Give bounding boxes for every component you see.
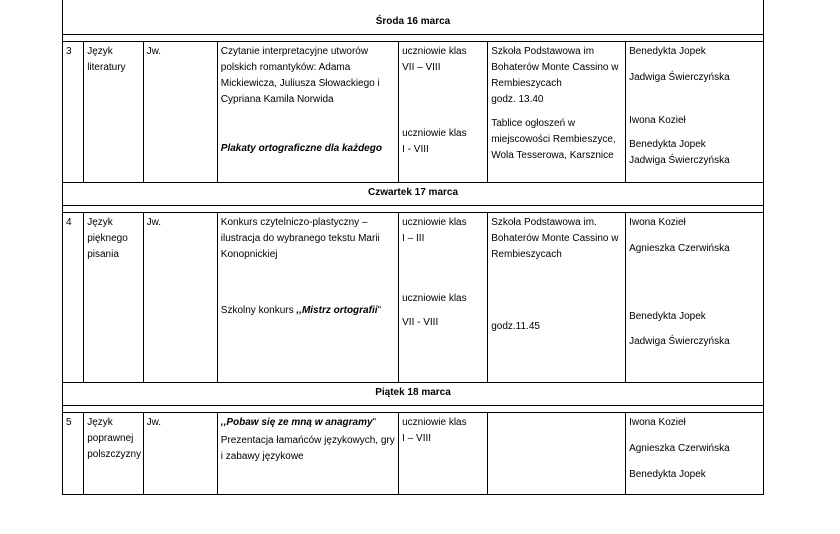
- place-cell: [488, 213, 626, 383]
- place-text: Szkoła Podstawowa im. Bohaterów Monte Cassino w Rembieszycach: [491, 217, 619, 260]
- who-cell: Jw.: [143, 413, 217, 495]
- table-row: [63, 42, 764, 183]
- teacher-cell: [626, 213, 764, 383]
- table-row: [63, 413, 764, 495]
- class-cell: [399, 42, 488, 183]
- row-number: 5: [63, 413, 84, 495]
- teacher-name: Agnieszka Czerwińska: [629, 243, 730, 254]
- class-text: uczniowie klas: [402, 46, 467, 57]
- day-heading-row: [63, 383, 764, 406]
- class-cell: [399, 213, 488, 383]
- day-heading-row: [63, 183, 764, 206]
- activity-cell: [217, 413, 398, 495]
- place-text: Szkoła Podstawowa im Bohaterów Monte Cassino w Rembieszycach: [491, 46, 619, 89]
- activity-text: Szkolny konkurs ,,Mistrz ortografii": [220, 305, 382, 316]
- day-heading-row: [63, 0, 764, 35]
- activity-cell: [217, 213, 398, 383]
- who-cell: Jw.: [143, 213, 217, 383]
- teacher-cell: [626, 413, 764, 495]
- teacher-name: Jadwiga Świerczyńska: [629, 336, 730, 347]
- teacher-name: Iwona Kozieł: [629, 217, 686, 228]
- schedule-table: [62, 0, 764, 495]
- class-text: I – III: [402, 233, 425, 244]
- place-text: Tablice ogłoszeń w miejscowości Rembieszyce, Wola Tesserowa, Karsznice: [491, 118, 616, 161]
- class-text: I – VIII: [402, 433, 432, 444]
- class-text: uczniowie klas: [402, 217, 467, 228]
- activity-text: Plakaty ortograficzne dla każdego: [220, 143, 382, 154]
- row-number: 3: [63, 42, 84, 183]
- subject-cell: Język pięknego pisania: [84, 213, 143, 383]
- activity-text: ,,Pobaw się ze mną w anagramy": [220, 417, 377, 428]
- teacher-name: Iwona Kozieł: [629, 417, 686, 428]
- class-text: VII – VIII: [402, 62, 441, 73]
- time-text: godz.11.45: [491, 321, 540, 332]
- teacher-name: Jadwiga Świerczyńska: [629, 155, 730, 166]
- activity-text: Prezentacja łamańców językowych, gry i zabawy językowe: [220, 435, 395, 462]
- time-text: godz. 13.40: [491, 94, 544, 105]
- teacher-name: Benedykta Jopek: [629, 311, 706, 322]
- activity-text: Czytanie interpretacyjne utworów polskich romantyków: Adama Mickiewicza, Juliusza Słowackiego i Cypriana Kamila Norwida: [220, 46, 380, 105]
- who-cell: Jw.: [143, 42, 217, 183]
- teacher-name: Benedykta Jopek: [629, 469, 706, 480]
- class-text: uczniowie klas: [402, 293, 467, 304]
- teacher-name: Agnieszka Czerwińska: [629, 443, 730, 454]
- table-row: [63, 213, 764, 383]
- day-heading: Środa 16 marca: [63, 0, 764, 35]
- subject-cell: Język poprawnej polszczyzny: [84, 413, 143, 495]
- day-heading: Piątek 18 marca: [63, 383, 764, 406]
- class-text: uczniowie klas: [402, 417, 467, 428]
- place-cell: [488, 42, 626, 183]
- teacher-name: Benedykta Jopek: [629, 139, 706, 150]
- row-number: 4: [63, 213, 84, 383]
- class-text: VII - VIII: [402, 317, 439, 328]
- activity-text: Konkurs czytelniczo-plastyczny – ilustracja do wybranego tekstu Marii Konopnickiej: [220, 217, 380, 260]
- class-text: uczniowie klas: [402, 128, 467, 139]
- place-cell: [488, 413, 626, 495]
- document-page: [62, 0, 764, 534]
- teacher-cell: [626, 42, 764, 183]
- teacher-name: Iwona Kozieł: [629, 115, 686, 126]
- class-text: I - VIII: [402, 144, 429, 155]
- activity-cell: [217, 42, 398, 183]
- teacher-name: Jadwiga Świerczyńska: [629, 72, 730, 83]
- subject-cell: Język literatury: [84, 42, 143, 183]
- class-cell: [399, 413, 488, 495]
- day-heading: Czwartek 17 marca: [63, 183, 764, 206]
- teacher-name: Benedykta Jopek: [629, 46, 706, 57]
